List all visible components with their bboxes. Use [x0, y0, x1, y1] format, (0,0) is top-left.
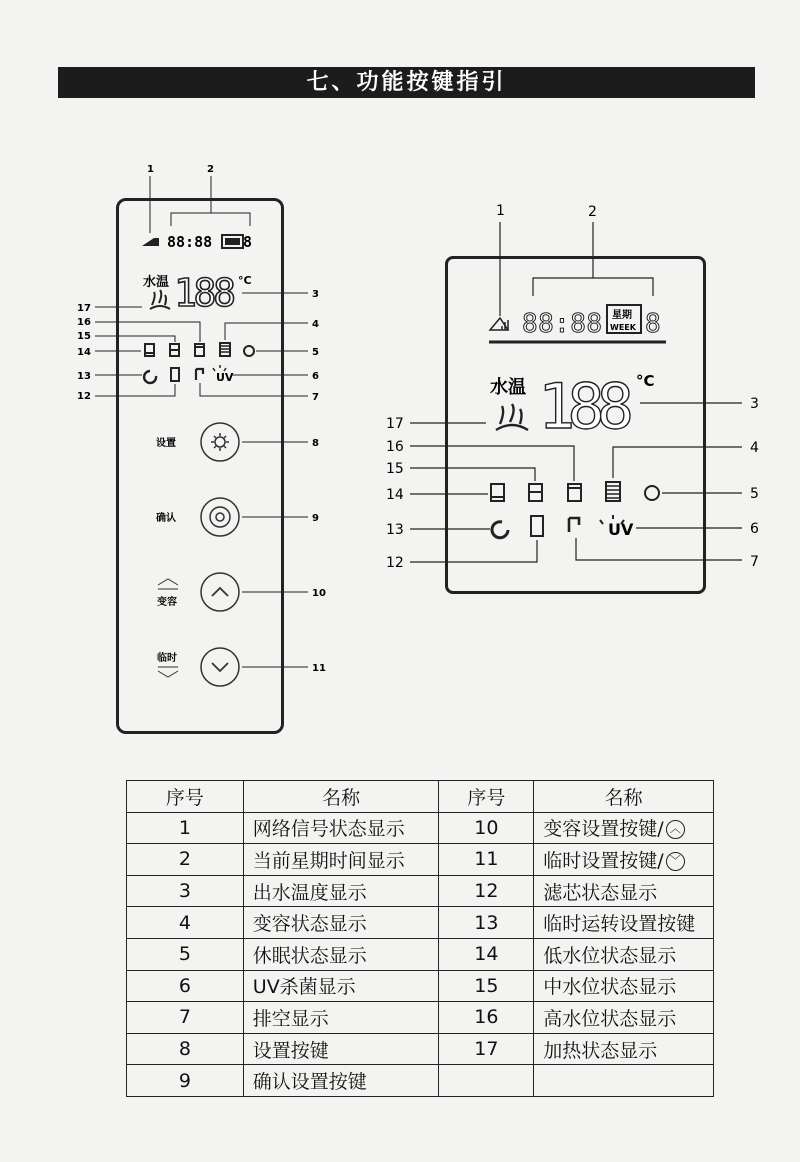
table-cell-text: 变容设置按键/	[543, 818, 664, 841]
left-callout-1: 1	[147, 164, 154, 175]
table-cell: 2	[127, 844, 244, 876]
left-callout-9: 9	[312, 513, 319, 524]
right-callout-2: 2	[588, 204, 597, 220]
left-callout-17: 17	[77, 303, 91, 314]
table-cell: 10	[439, 812, 534, 844]
table-cell: 变容状态显示	[243, 907, 439, 939]
table-cell: 临时运转设置按键	[534, 907, 714, 939]
left-callout-14: 14	[77, 347, 91, 358]
right-low-level-icon	[491, 484, 504, 501]
right-week-bottom: WEEK	[610, 323, 636, 332]
left-callout-13: 13	[77, 371, 91, 382]
table-cell	[534, 812, 714, 844]
table-cell: 网络信号状态显示	[243, 812, 439, 844]
table-cell: 4	[127, 907, 244, 939]
temporary-down-button[interactable]	[201, 648, 239, 686]
left-week-digit: 8	[243, 233, 253, 251]
right-heating-icon	[496, 404, 528, 430]
table-cell: 17	[439, 1033, 534, 1065]
table-cell	[534, 1065, 714, 1097]
left-callout-10: 10	[312, 588, 326, 599]
down-chevron-icon	[158, 667, 178, 677]
table-cell: 出水温度显示	[243, 875, 439, 907]
right-temp-digits: 188	[538, 370, 634, 443]
table-cell: 12	[439, 875, 534, 907]
left-callout-2: 2	[207, 164, 214, 175]
chevron-up-icon	[212, 588, 228, 596]
right-temp-unit: °C	[636, 372, 655, 390]
right-callout-16: 16	[386, 439, 404, 455]
right-week-digit: 8	[645, 309, 661, 339]
left-filter-icon	[171, 368, 179, 381]
left-signal-icon	[142, 238, 159, 246]
left-callout-5: 5	[312, 347, 319, 358]
table-cell: 5	[127, 938, 244, 970]
left-panel-display	[142, 233, 254, 384]
table-header-cell: 序号	[439, 781, 534, 813]
left-callout-3: 3	[312, 289, 319, 300]
left-callout-12: 12	[77, 391, 91, 402]
table-cell: 15	[439, 970, 534, 1002]
table-row	[127, 970, 714, 1002]
left-callout-7: 7	[312, 392, 319, 403]
table-cell	[439, 1065, 534, 1097]
table-cell: 1	[127, 812, 244, 844]
chevron-up-icon: ︿	[666, 820, 685, 839]
right-callout-1: 1	[496, 203, 505, 219]
table-cell: 滤芯状态显示	[534, 875, 714, 907]
left-clock: 88:88	[167, 233, 213, 251]
table-cell	[534, 844, 714, 876]
table-cell: 排空显示	[243, 1002, 439, 1034]
left-temp-run-icon	[144, 371, 156, 383]
left-temp-label: 水温	[143, 275, 170, 290]
table-cell: UV杀菌显示	[243, 970, 439, 1002]
gear-icon	[215, 437, 225, 447]
right-callout-15: 15	[386, 461, 404, 477]
table-header-row	[127, 781, 714, 813]
table-cell: 7	[127, 1002, 244, 1034]
table-row	[127, 907, 714, 939]
left-temp-digits: 188	[174, 271, 236, 315]
left-heating-icon	[150, 290, 170, 309]
confirm-button-label: 确认	[156, 513, 176, 524]
table-row	[127, 938, 714, 970]
left-temp-unit: °C	[238, 274, 252, 287]
table-cell: 8	[127, 1033, 244, 1065]
capacity-button-label: 变容	[157, 597, 177, 608]
table-cell: 确认设置按键	[243, 1065, 439, 1097]
capacity-up-button[interactable]	[201, 573, 239, 611]
right-drain-icon	[569, 518, 579, 532]
table-cell: 3	[127, 875, 244, 907]
right-filter-icon	[531, 516, 543, 536]
right-callout-6: 6	[750, 521, 759, 537]
right-temp-run-icon	[492, 522, 508, 538]
table-header-cell: 序号	[127, 781, 244, 813]
left-callout-8: 8	[312, 438, 319, 449]
right-clock: 88:88	[522, 309, 602, 339]
right-uv-icon: UV	[608, 520, 634, 539]
table-cell: 加热状态显示	[534, 1033, 714, 1065]
set-button-label: 设置	[156, 438, 176, 449]
right-callout-5: 5	[750, 486, 759, 502]
table-header-cell: 名称	[534, 781, 714, 813]
table-header-cell: 名称	[243, 781, 439, 813]
left-sleep-icon	[244, 346, 254, 356]
right-sleep-icon	[645, 486, 659, 500]
table-row	[127, 844, 714, 876]
left-high-level-icon	[195, 344, 204, 356]
left-callout-11: 11	[312, 663, 326, 674]
left-callout-4: 4	[312, 319, 319, 330]
left-uv-icon: UV	[216, 371, 234, 384]
table-row	[127, 812, 714, 844]
left-callout-6: 6	[312, 371, 319, 382]
table-cell: 中水位状态显示	[534, 970, 714, 1002]
table-cell: 14	[439, 938, 534, 970]
table-cell: 设置按键	[243, 1033, 439, 1065]
right-callout-14: 14	[386, 487, 404, 503]
table-cell: 6	[127, 970, 244, 1002]
right-callout-12: 12	[386, 555, 404, 571]
confirm-button[interactable]	[201, 498, 239, 536]
set-button[interactable]	[201, 423, 239, 461]
table-cell: 休眠状态显示	[243, 938, 439, 970]
right-callout-13: 13	[386, 522, 404, 538]
confirm-ring-icon	[210, 507, 230, 527]
right-panel-display	[489, 305, 666, 539]
up-chevron-icon	[158, 579, 178, 589]
left-drain-icon	[196, 369, 203, 380]
table-cell: 16	[439, 1002, 534, 1034]
right-callout-17: 17	[386, 416, 404, 432]
table-row	[127, 875, 714, 907]
right-callout-3: 3	[750, 396, 759, 412]
table-cell: 9	[127, 1065, 244, 1097]
left-callout-16: 16	[77, 317, 91, 328]
right-callout-7: 7	[750, 554, 759, 570]
left-panel-buttons	[156, 423, 239, 686]
left-callout-15: 15	[77, 331, 91, 342]
table-cell: 11	[439, 844, 534, 876]
table-cell: 低水位状态显示	[534, 938, 714, 970]
temporary-button-label: 临时	[157, 653, 177, 664]
table-row	[127, 1065, 714, 1097]
chevron-down-icon: ﹀	[666, 852, 685, 871]
chevron-down-icon	[212, 663, 228, 671]
left-low-level-icon	[145, 344, 154, 356]
table-cell: 当前星期时间显示	[243, 844, 439, 876]
page-title: 七、功能按键指引	[58, 67, 755, 98]
table-row	[127, 1033, 714, 1065]
table-cell: 13	[439, 907, 534, 939]
left-week-fill	[225, 238, 240, 245]
table-cell: 高水位状态显示	[534, 1002, 714, 1034]
right-week-top: 星期	[612, 310, 632, 321]
table-row	[127, 1002, 714, 1034]
right-high-level-icon	[568, 484, 581, 501]
right-temp-label: 水温	[490, 377, 526, 398]
table-cell-text: 临时设置按键/	[543, 849, 664, 872]
right-callout-4: 4	[750, 440, 759, 456]
function-table	[126, 780, 714, 1097]
